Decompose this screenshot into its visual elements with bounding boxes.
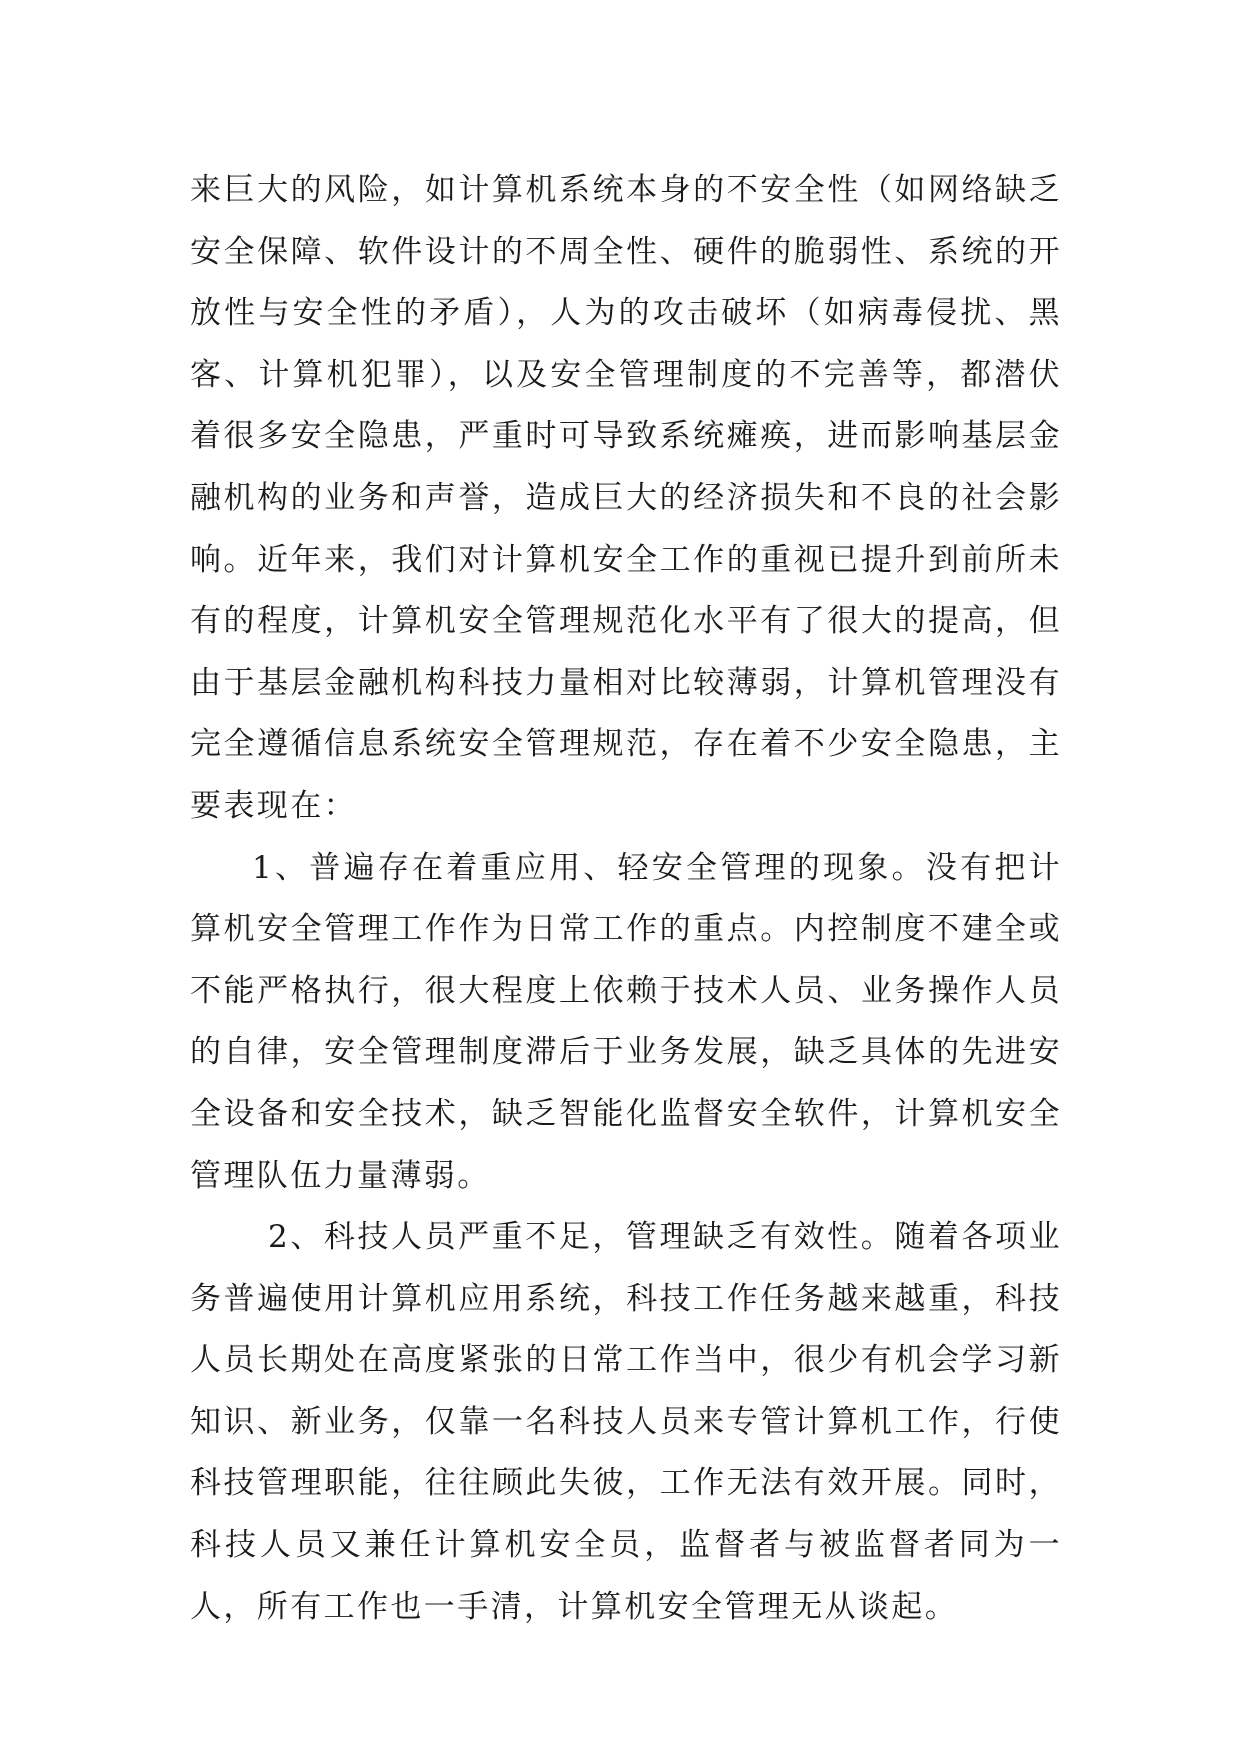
paragraph-point-1: 1、普遍存在着重应用、轻安全管理的现象。没有把计算机安全管理工作作为日常工作的重点。内控制度不建全或不能严格执行，很大程度上依赖于技术人员、业务操作人员的自律，安全管理制度滞后于业务发展，缺乏具体的先进安全设备和安全技术，缺乏智能化监督安全软件，计算机安全管理队伍力量薄弱。 xyxy=(190,849,1062,1194)
paragraph-intro: 来巨大的风险，如计算机系统本身的不安全性（如网络缺乏安全保障、软件设计的不周全性、硬件的脆弱性、系统的开放性与安全性的矛盾），人为的攻击破坏（如病毒侵扰、黑客、计算机犯罪），以及安全管理制度的不完善等，都潜伏着很多安全隐患，严重时可导致系统瘫痪，进而影响基层金融机构的业务和声誉，造成巨大的经济损失和不良的社会影响。近年来，我们对计算机安全工作的重视已提升到前所未有的程度，计算机安全管理规范化水平有了很大的提高，但由于基层金融机构科技力量相对比较薄弱，计算机管理没有完全遵循信息系统安全管理规范，存在着不少安全隐患，主要表现在： xyxy=(190,172,1062,824)
document-body xyxy=(190,160,1062,1638)
paragraph-point-2: 2、科技人员严重不足，管理缺乏有效性。随着各项业务普遍使用计算机应用系统，科技工作任务越来越重，科技人员长期处在高度紧张的日常工作当中，很少有机会学习新知识、新业务，仅靠一名科技人员来专管计算机工作，行使科技管理职能，往往顾此失彼，工作无法有效开展。同时，科技人员又兼任计算机安全员，监督者与被监督者同为一人，所有工作也一手清，计算机安全管理无从谈起。 xyxy=(190,1219,1062,1625)
